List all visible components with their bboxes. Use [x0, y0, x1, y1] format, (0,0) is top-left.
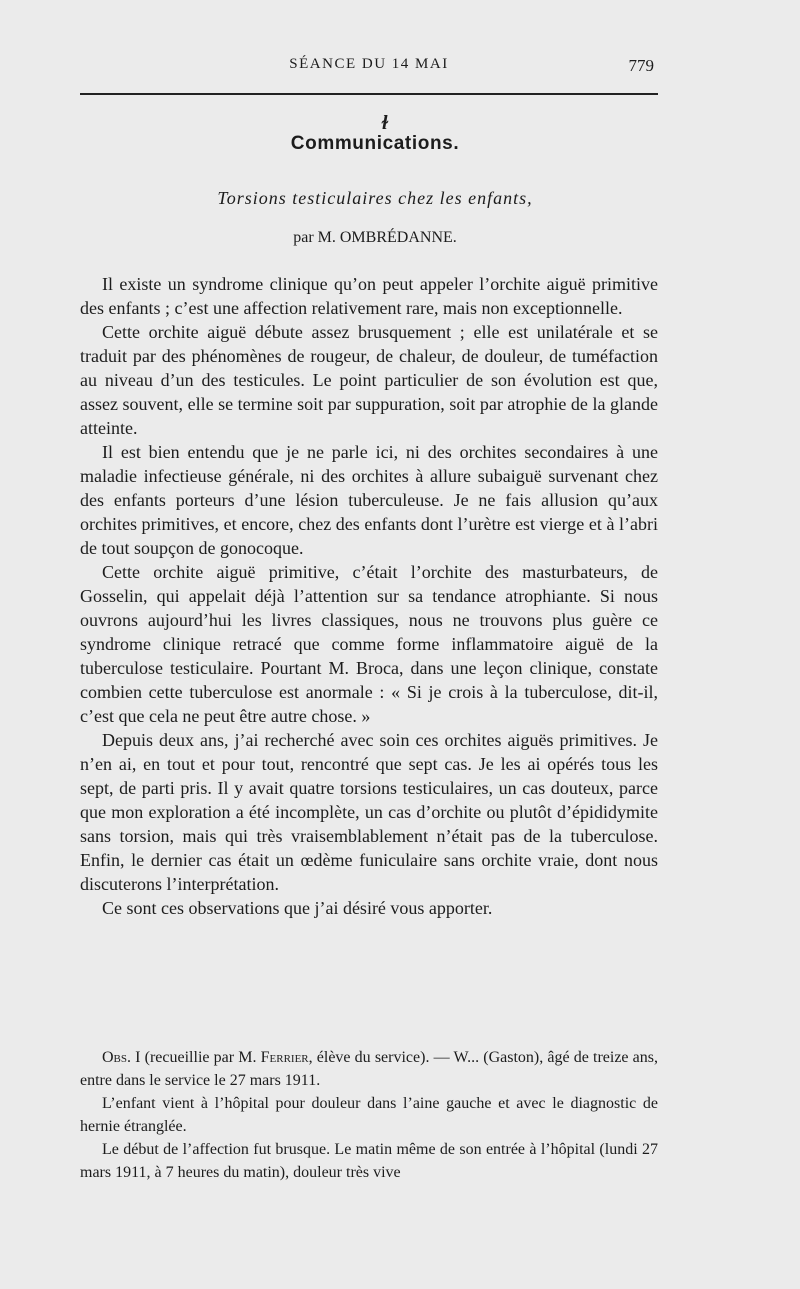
byline: par M. OMBRÉDANNE. — [293, 229, 457, 246]
paragraph: Il existe un syndrome clinique qu’on peut appeler l’orchite aiguë primitive des enfants ; c’est une affection relativement rare, mais non exceptionnelle. — [80, 274, 658, 318]
article-body — [80, 272, 658, 920]
running-title: SÉANCE DU 14 MAI — [289, 56, 449, 72]
paragraph: Cette orchite aiguë débute assez brusquement ; elle est unilatérale et se traduit par des phénomènes de rougeur, de chaleur, de douleur, de tuméfaction au niveau d’un des testicules. Le point particulier de son évolution est que, assez souvent, elle se termine soit par suppuration, soit par atrophie de la glande atteinte. — [80, 322, 658, 438]
observation-paragraph: L’enfant vient à l’hôpital pour douleur dans l’aine gauche et avec le diagnostic de hernie étranglée. — [80, 1095, 658, 1135]
observation-intro — [80, 1046, 658, 1092]
observation-block — [80, 1046, 658, 1184]
header-rule — [80, 93, 658, 95]
observation-author: Ferrier — [260, 1049, 309, 1066]
handwritten-mark: ɫ — [382, 112, 388, 134]
paragraph: Il est bien entendu que je ne parle ici, ni des orchites secondaires à une maladie infectieuse générale, ni des orchites à allure subaiguë survenant chez des enfants porteurs d’une lésion tuberculeuse. Je ne fais allusion qu’aux orchites primitives, et encore, chez des enfants dont l’urètre est vierge et à l’abri de tout soupçon de gonocoque. — [80, 442, 658, 558]
paragraph: Cette orchite aiguë primitive, c’était l’orchite des masturbateurs, de Gosselin, qui appelait déjà l’attention sur sa tendance atrophiante. Si nous ouvrons aujourd’hui les livres classiques, nous ne trouvons plus guère ce syndrome clinique retracé que comme forme inflammatoire aiguë de la tuberculose testiculaire. Pourtant M. Broca, dans une leçon clinique, constate combien cette tuberculose est anormale : « Si je crois à la tuberculose, dit-il, c’est que cela ne peut être autre chose. » — [80, 562, 658, 726]
article-title: Torsions testiculaires chez les enfants, — [217, 188, 533, 208]
observation-paragraph: Le début de l’affection fut brusque. Le matin même de son entrée à l’hôpital (lundi 27 mars 1911, à 7 heures du matin), douleur très vive — [80, 1141, 658, 1181]
observation-label: Obs. I — [102, 1049, 141, 1066]
page-number: 779 — [628, 56, 654, 75]
observation-intro-text: (recueillie par M. — [140, 1049, 261, 1066]
paragraph: Ce sont ces observations que j’ai désiré vous apporter. — [102, 898, 493, 918]
section-title: Communications. — [290, 133, 460, 154]
observation-intro-text: , élève du service). — W... (Gaston), âgé de treize ans, entre dans le service le 27 mars 1911. — [80, 1049, 659, 1089]
running-head — [80, 56, 658, 80]
paragraph: Depuis deux ans, j’ai recherché avec soin ces orchites aiguës primitives. Je n’en ai, en tout et pour tout, rencontré que sept cas. Je les ai opérés tous les sept, de parti pris. Il y avait quatre torsions testiculaires, un cas douteux, parce que mon exploration a été incomplète, un cas d’orchite ou plutôt d’épididymite sans torsion, mais qui très vraisemblablement n’était pas de la tuberculose. Enfin, le dernier cas était un œdème funiculaire sans orchite vraie, dont nous discuterons l’interprétation. — [80, 730, 658, 894]
